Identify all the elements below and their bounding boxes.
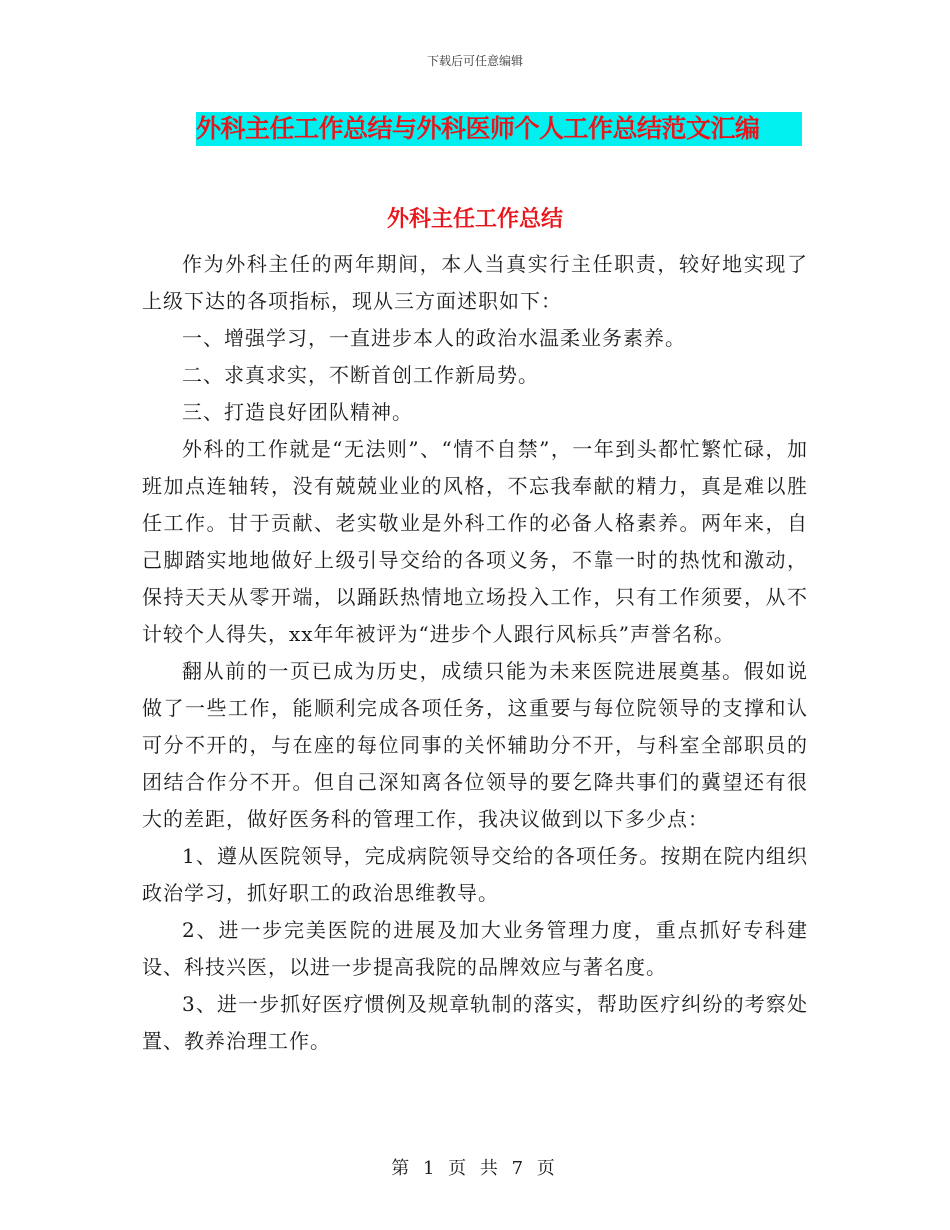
paragraph-point-3: 三、打造良好团队精神。 [182, 400, 413, 424]
header-note: 下载后可任意编辑 [426, 54, 523, 68]
paragraph-plan-3: 3、进一步抓好医疗惯例及规章轨制的落实，帮助医疗纠纷的考察处置、教养治理工作。 [142, 992, 808, 1053]
paragraph-intro: 作为外科主任的两年期间，本人当真实行主任职责，较好地实现了上级下达的各项指标，现从三方面述职如下： [142, 252, 808, 313]
page-footer: 第 1 页 共 7 页 [391, 1158, 559, 1179]
paragraph-point-2: 二、求真求实，不断首创工作新局势。 [182, 363, 539, 387]
paragraph-plan-1: 1、遵从医院领导，完成病院领导交给的各项任务。按期在院内组织政治学习，抓好职工的政治思维教导。 [142, 844, 808, 905]
document-title: 外科主任工作总结与外科医师个人工作总结范文汇编 [196, 112, 802, 146]
section-title: 外科主任工作总结 [386, 206, 563, 232]
paragraph-work: 外科的工作就是“无法则”、“情不自禁”，一年到头都忙繁忙碌，加班加点连轴转，没有兢兢业业的风格，不忘我奉献的精力，真是难以胜任工作。甘于贡献、老实敬业是外科工作的必备人格素养。两年来，自己脚踏实地地做好上级引导交给的各项义务，不靠一时的热忱和激动，保持天天从零开端，以踊跃热情地立场投入工作，只有工作须要，从不计较个人得失，xx年年被评为“进步个人跟行风标兵”声誉名称。 [142, 437, 808, 646]
document-body [142, 246, 808, 1060]
paragraph-reflection: 翻从前的一页已成为历史，成绩只能为未来医院进展奠基。假如说做了一些工作，能顺利完成各项任务，这重要与每位院领导的支撑和认可分不开的，与在座的每位同事的关怀辅助分不开，与科室全部职员的团结合作分不开。但自己深知离各位领导的要乞降共事们的冀望还有很大的差距，做好医务科的管理工作，我决议做到以下多少点： [142, 659, 808, 831]
paragraph-plan-2: 2、进一步完美医院的进展及加大业务管理力度，重点抓好专科建设、科技兴医，以进一步提高我院的品牌效应与著名度。 [142, 918, 808, 979]
paragraph-point-1: 一、增强学习，一直进步本人的政治水温柔业务素养。 [182, 326, 686, 350]
